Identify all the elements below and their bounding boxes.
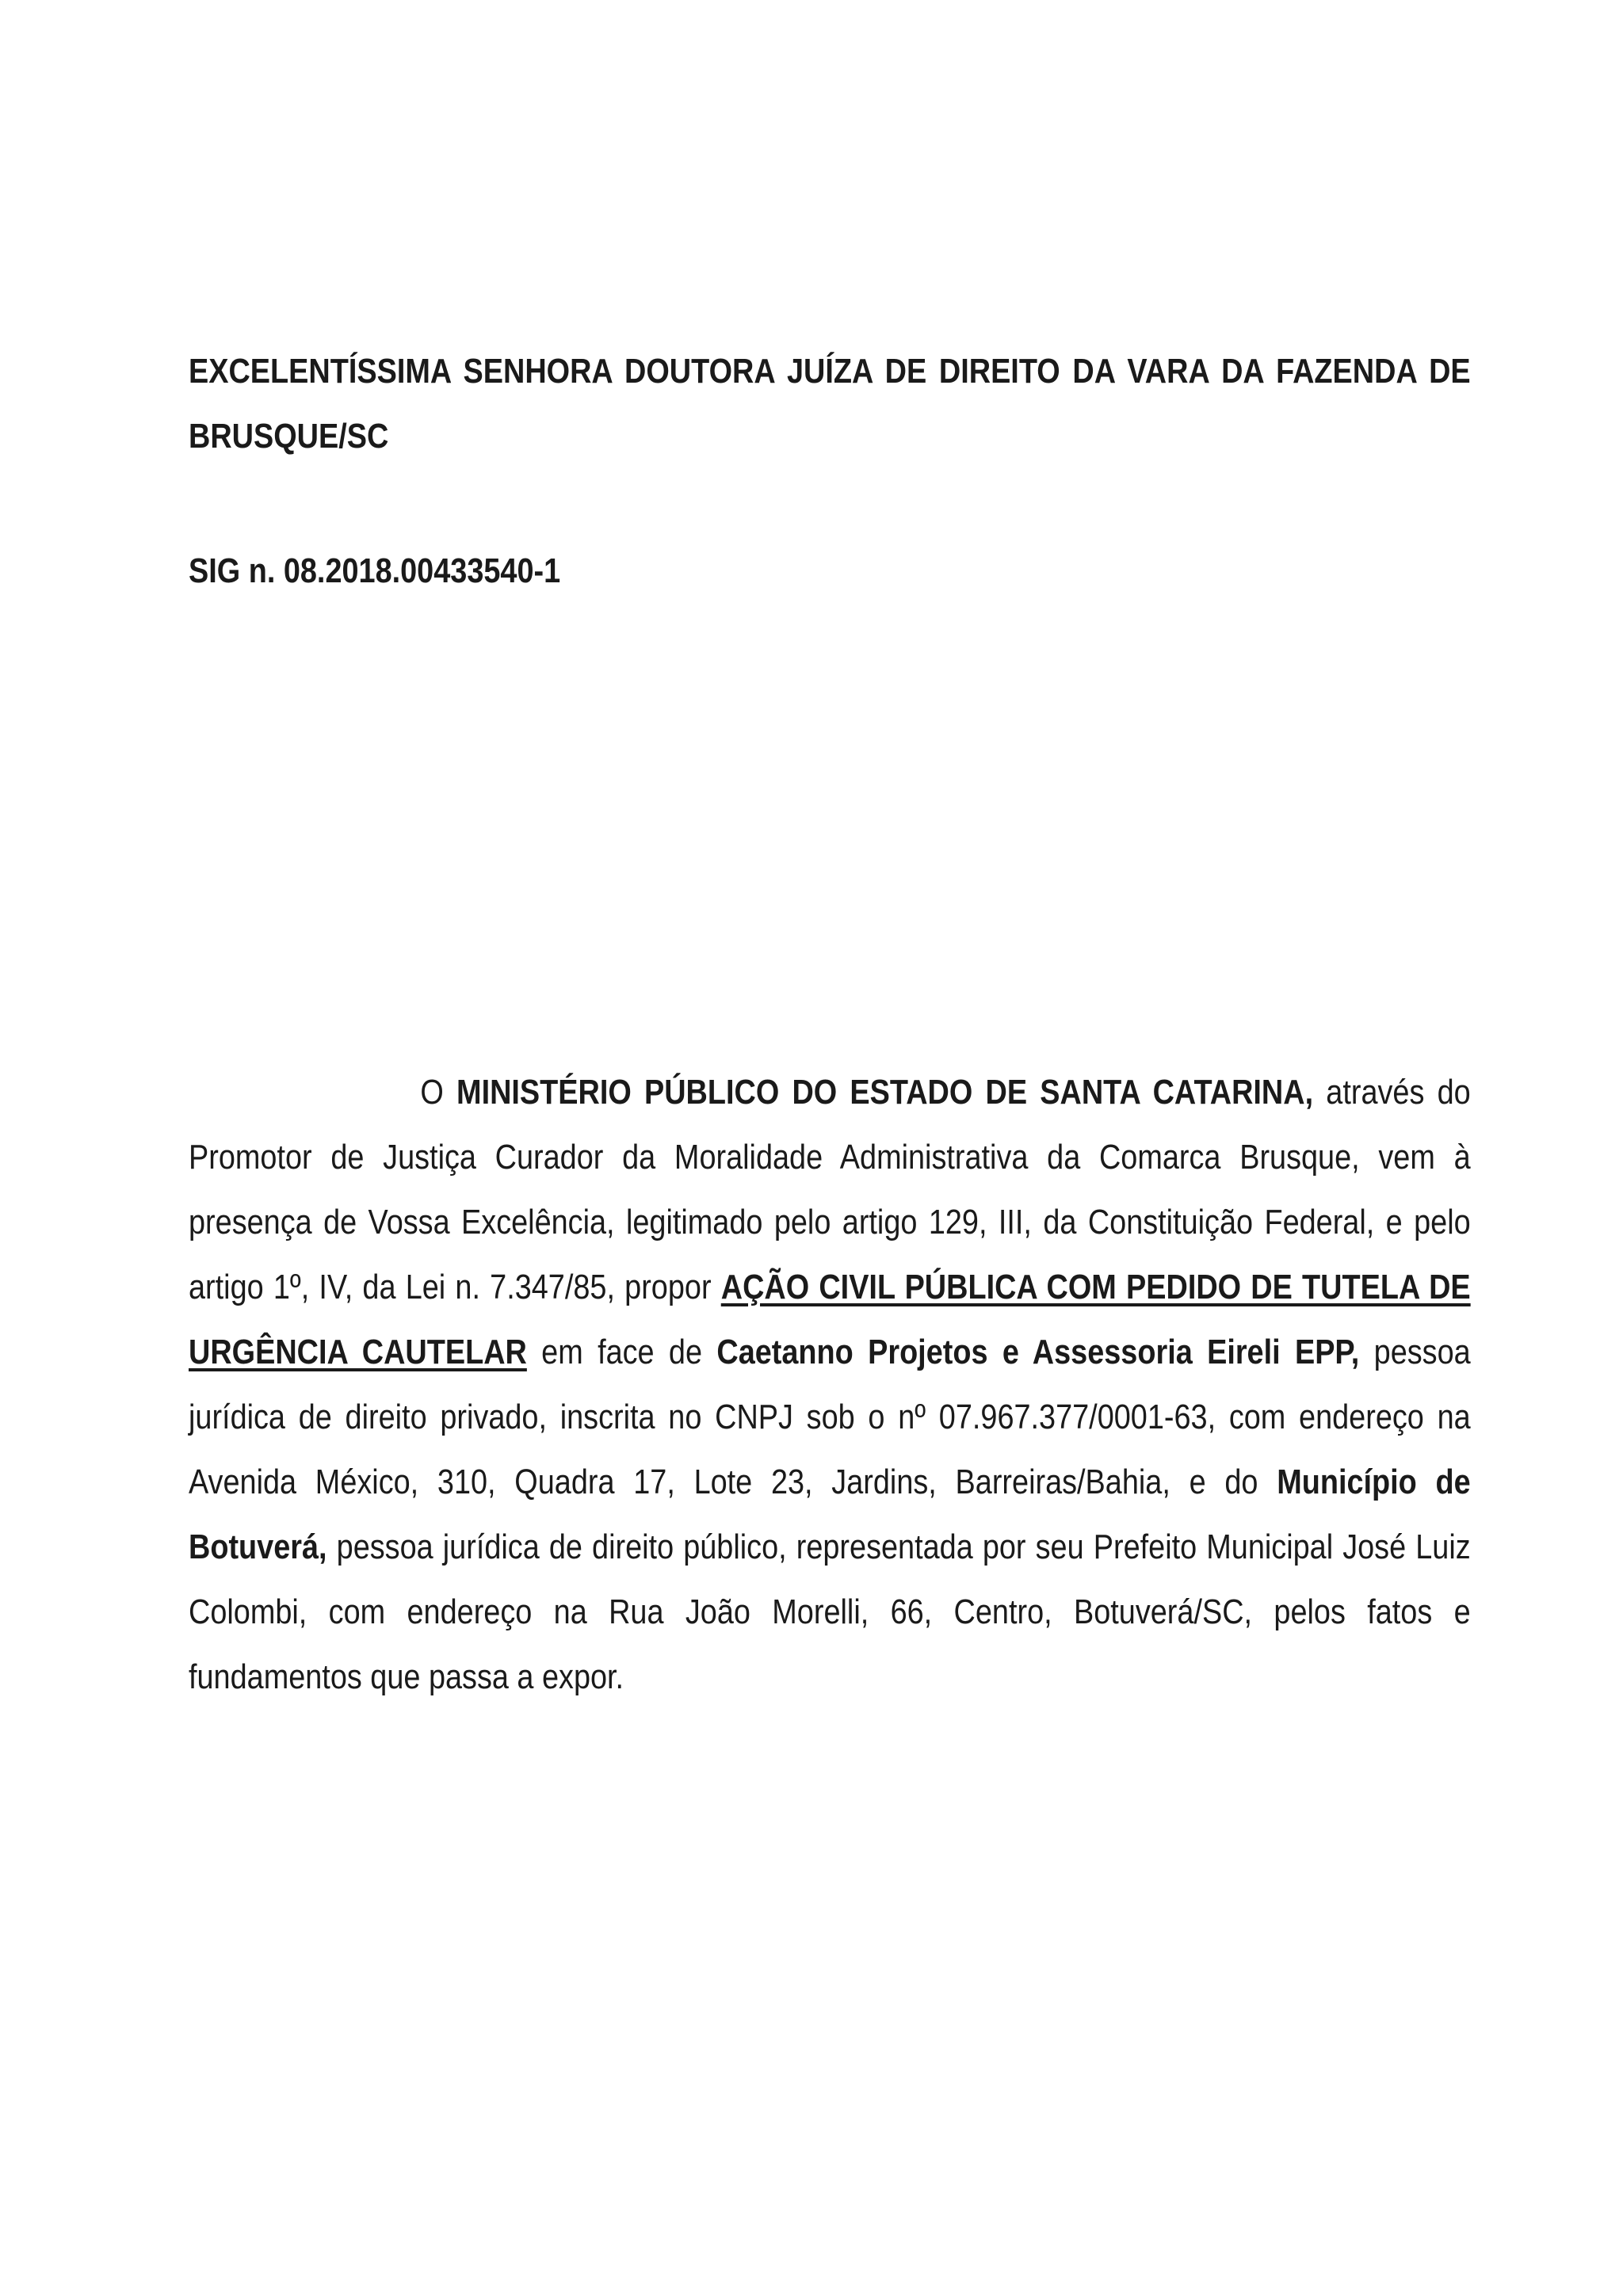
paragraph-text-2: em face de	[526, 1333, 717, 1371]
addressee-heading	[189, 339, 1471, 469]
paragraph-intro: O	[420, 1073, 457, 1112]
paragraph-text-4: pessoa jurídica de direito público, representada por seu Prefeito Municipal José Luiz Colombi, com endereço na Rua João Morelli, 66, Centro, Botuverá/SC, pelos fatos e fundamentos que passa a expor.	[189, 1527, 1471, 1696]
opening-paragraph-text	[189, 1060, 1471, 1710]
paragraph-text-1: através do Promotor de Justiça Curador da Moralidade Administrativa da Comarca Brusque, vem à presença de Vossa Excelência, legitimado pelo artigo 129, III, da Constituição Federal, e pelo artigo 1º, IV, da Lei n. 7.347/85, propor	[189, 1073, 1471, 1306]
defendant-municipality-name: Município de Botuverá,	[189, 1463, 1471, 1566]
plaintiff-name: MINISTÉRIO PÚBLICO DO ESTADO DE SANTA CATARINA,	[456, 1073, 1314, 1112]
opening-paragraph	[189, 1060, 1471, 1710]
paragraph-text-3: pessoa jurídica de direito privado, inscrita no CNPJ sob o nº 07.967.377/0001-63, com endereço na Avenida México, 310, Quadra 17, Lote 23, Jardins, Barreiras/Bahia, e do	[189, 1333, 1471, 1501]
action-title: AÇÃO CIVIL PÚBLICA COM PEDIDO DE TUTELA DE URGÊNCIA CAUTELAR	[189, 1268, 1471, 1371]
addressee-text: EXCELENTÍSSIMA SENHORA DOUTORA JUÍZA DE DIREITO DA VARA DA FAZENDA DE BRUSQUE/SC	[189, 352, 1471, 456]
defendant-company-name: Caetanno Projetos e Assessoria Eireli EPP,	[716, 1333, 1360, 1371]
sig-number-text: SIG n. 08.2018.00433540-1	[189, 551, 561, 590]
sig-number	[189, 539, 1291, 604]
